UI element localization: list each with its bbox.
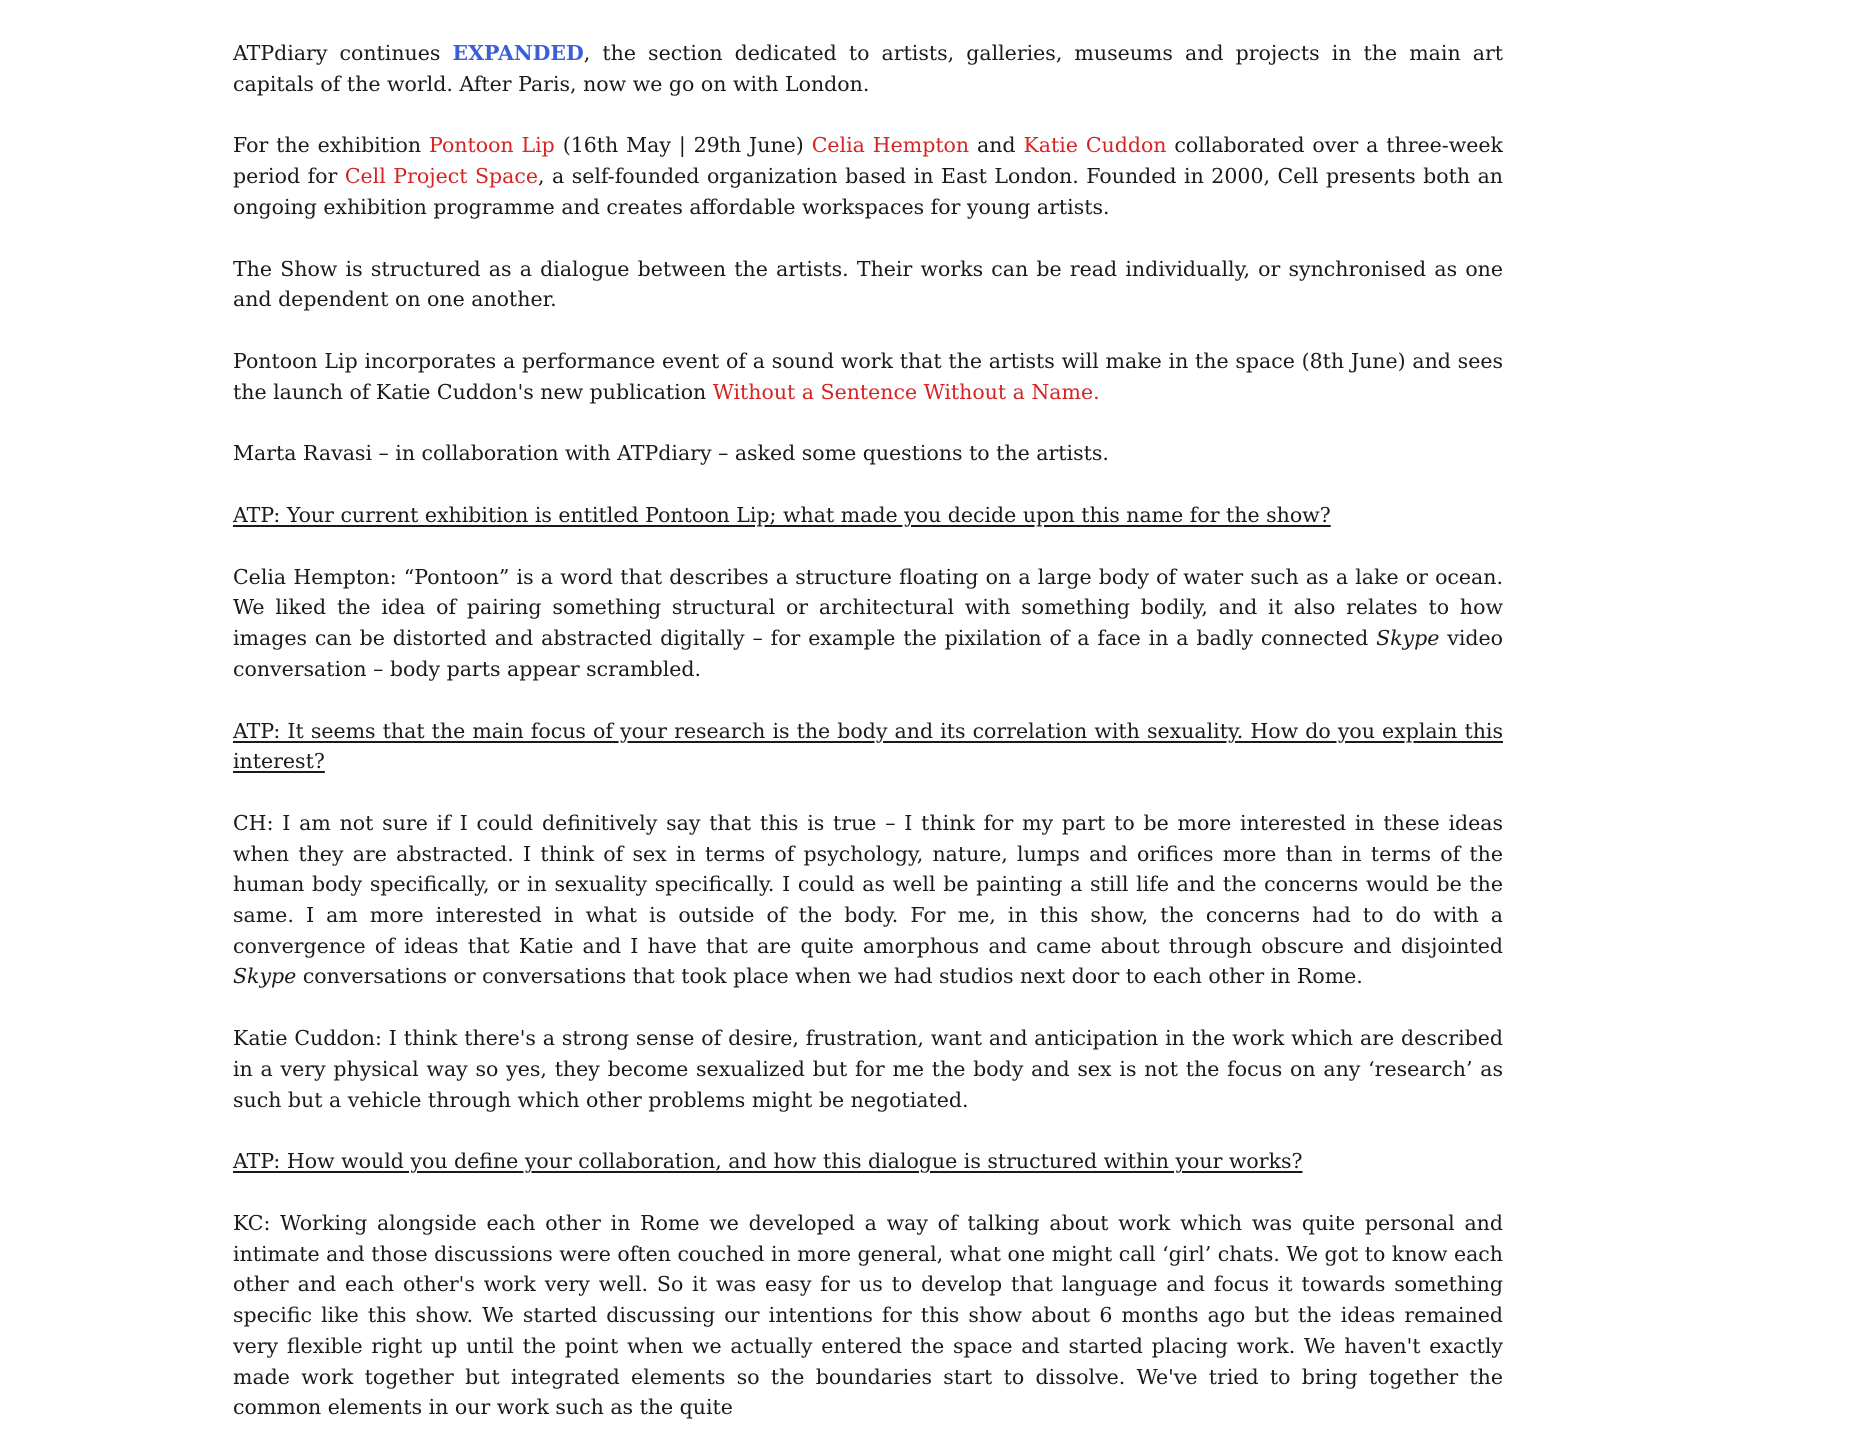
credits-paragraph: Marta Ravasi – in collaboration with ATPdiary – asked some questions to the artists. — [233, 441, 1109, 466]
intro-text: , the section dedicated to artists, galleries, museums and projects in the main art capitals of the world. After Paris, now we go on with London. — [233, 41, 1503, 96]
publication-link[interactable]: Without a Sentence Without a Name. — [712, 379, 1100, 404]
exhibition-text: , a self-founded organization based in East London. Founded in 2000, Cell presents both an ongoing exhibition programme and creates affordable workspaces for young artists. — [233, 164, 1503, 219]
pontoon-lip-link[interactable]: Pontoon Lip — [428, 133, 555, 158]
interview-question: ATP: Your current exhibition is entitled Pontoon Lip; what made you decide upon this name for the show? — [233, 503, 1331, 528]
expanded-link[interactable]: EXPANDED — [452, 41, 584, 65]
intro-paragraph — [233, 38, 1503, 99]
exhibition-text: and — [969, 133, 1024, 158]
interview-answer: KC: Working alongside each other in Rome we developed a way of talking about work which was quite personal and intimate and those discussions were often couched in more general, what one might call ‘girl’ chats. We got to know each other and each other's work very well. So it was easy for us to develop that language and focus it towards something specific like this show. We started discussing our intentions for this show about 6 months ago but the ideas remained very flexible right up until the point when we actually entered the space and started placing work. We haven't exactly made work together but integrated elements so the boundaries start to dissolve. We've tried to bring together the common elements in our work such as the quite — [233, 1210, 1503, 1420]
performance-text: Pontoon Lip incorporates a performance event of a sound work that the artists will make in the space (8th June) and sees the launch of Katie Cuddon's new publication — [233, 348, 1503, 404]
intro-text: ATPdiary continues — [233, 41, 453, 65]
exhibition-text: For the exhibition — [233, 133, 429, 158]
interview-answer — [233, 808, 1503, 992]
answer-emphasis: Skype — [1376, 626, 1440, 651]
exhibition-text: collaborated over a three-week period for — [233, 133, 1503, 189]
answer-text: video conversation – body parts appear scrambled. — [233, 626, 1503, 681]
answer-text: Celia Hempton: “Pontoon” is a word that describes a structure floating on a large body of water such as a lake or ocean. We liked the idea of pairing something structural or architectural with something bodily, and it also relates to how images can be distorted and abstracted digitally – for example the pixilation of a face in a badly connected — [233, 564, 1503, 651]
interview-answer: Katie Cuddon: I think there's a strong sense of desire, frustration, want and anticipation in the work which are described in a very physical way so yes, they become sexualized but for me the body and sex is not the focus on any ‘research’ as such but a vehicle through which other problems might be negotiated. — [233, 1026, 1503, 1112]
answer-text: CH: I am not sure if I could definitively say that this is true – I think for my part to be more interested in these ideas when they are abstracted. I think of sex in terms of psychology, nature, lumps and orifices more than in terms of the human body specifically, or in sexuality specifically. I could as well be painting a still life and the concerns would be the same. I am more interested in what is outside of the body. For me, in this show, the concerns had to do with a convergence of ideas that Katie and I have that are quite amorphous and came about through obscure and disjointed — [233, 810, 1503, 958]
answer-text: conversations or conversations that took place when we had studios next door to each other in Rome. — [296, 964, 1363, 989]
exhibition-paragraph — [233, 130, 1503, 222]
celia-hempton-link[interactable]: Celia Hempton — [811, 133, 970, 158]
katie-cuddon-link[interactable]: Katie Cuddon — [1023, 133, 1167, 158]
performance-paragraph — [233, 346, 1503, 407]
answer-emphasis: Skype — [233, 964, 297, 989]
interview-question: ATP: How would you define your collaboration, and how this dialogue is structured within your works? — [233, 1149, 1303, 1174]
exhibition-text: (16th May | 29th June) — [554, 133, 812, 158]
show-structure-paragraph: The Show is structured as a dialogue between the artists. Their works can be read individually, or synchronised as one and dependent on one another. — [233, 256, 1503, 312]
interview-question: ATP: It seems that the main focus of your research is the body and its correlation with sexuality. How do you explain this interest? — [233, 718, 1503, 774]
interview-answer — [233, 562, 1503, 685]
article-body — [233, 38, 1503, 1454]
cell-project-space-link[interactable]: Cell Project Space — [344, 164, 538, 189]
